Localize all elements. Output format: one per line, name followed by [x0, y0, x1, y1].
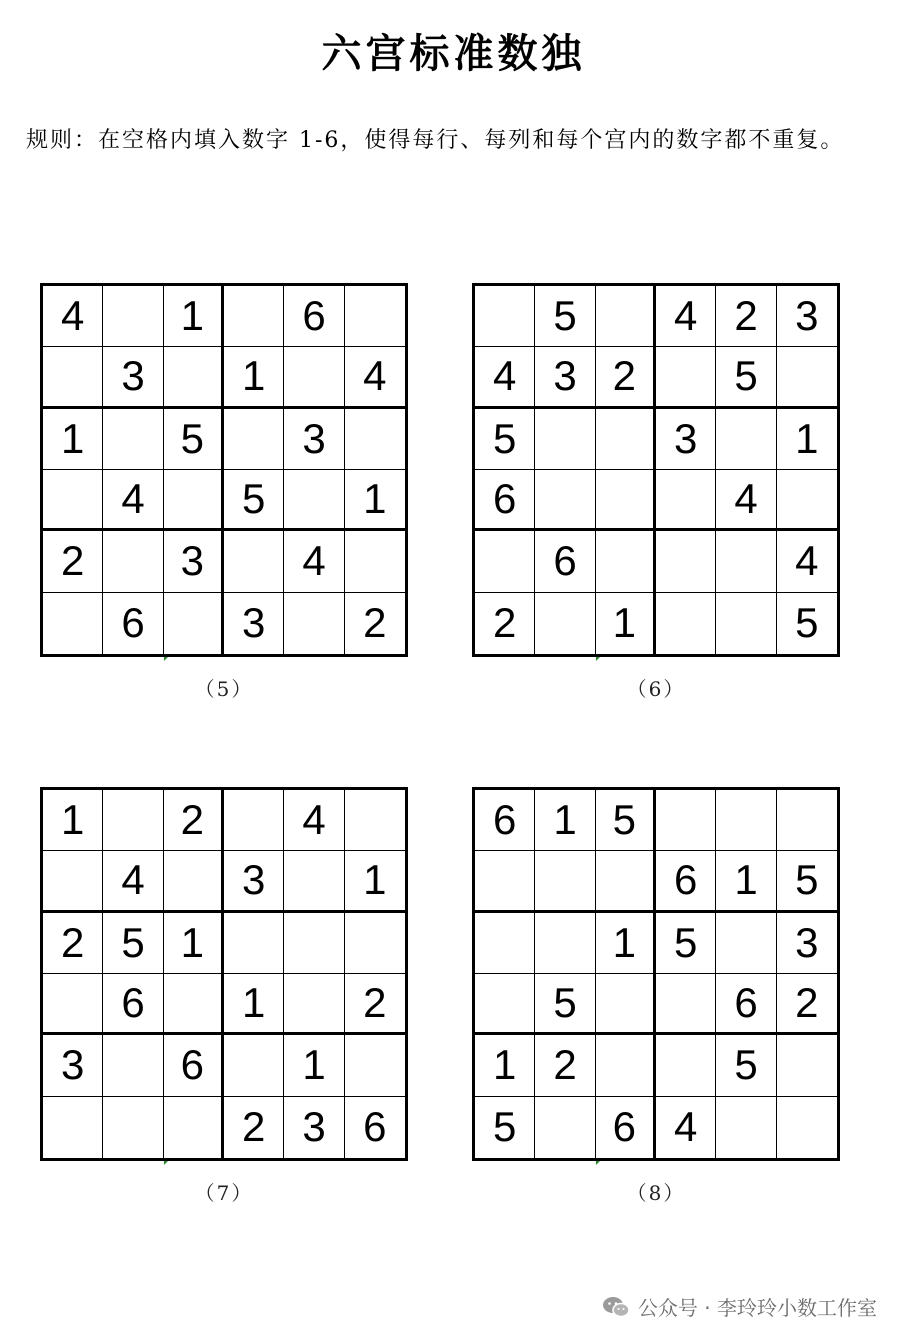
sudoku-cell[interactable]: 1: [475, 1035, 535, 1096]
sudoku-cell[interactable]: [475, 286, 535, 347]
sudoku-cell[interactable]: [224, 531, 284, 592]
sudoku-cell[interactable]: 5: [224, 470, 284, 531]
sudoku-cell[interactable]: 6: [475, 790, 535, 851]
sudoku-cell[interactable]: 2: [475, 593, 535, 654]
sudoku-cell[interactable]: [535, 470, 595, 531]
sudoku-cell[interactable]: [164, 347, 224, 408]
sudoku-grid: [40, 787, 408, 1161]
sudoku-cell[interactable]: [284, 974, 344, 1035]
sudoku-cell[interactable]: 4: [475, 347, 535, 408]
sudoku-cell[interactable]: [535, 409, 595, 470]
sudoku-cell[interactable]: [103, 1097, 163, 1158]
sudoku-cell[interactable]: [656, 531, 716, 592]
sudoku-cell[interactable]: [284, 593, 344, 654]
sudoku-cell[interactable]: [284, 347, 344, 408]
sudoku-cell[interactable]: 1: [596, 593, 656, 654]
sudoku-cell[interactable]: 5: [716, 1035, 776, 1096]
sudoku-cell[interactable]: 1: [345, 851, 405, 912]
sudoku-cell[interactable]: 3: [777, 913, 837, 974]
sudoku-cell[interactable]: 4: [656, 1097, 716, 1158]
sudoku-cell[interactable]: 5: [475, 409, 535, 470]
puzzle-8: [472, 787, 846, 1206]
sudoku-cell[interactable]: [656, 347, 716, 408]
sudoku-cell[interactable]: 2: [43, 531, 103, 592]
puzzle-label: （8）: [626, 1181, 686, 1205]
sudoku-cell[interactable]: [284, 851, 344, 912]
sudoku-cell[interactable]: 4: [284, 790, 344, 851]
watermark-text: 公众号 · 李玲玲小数工作室: [637, 1296, 877, 1320]
sudoku-cell[interactable]: 2: [164, 790, 224, 851]
sudoku-cell[interactable]: [103, 1035, 163, 1096]
sudoku-cell[interactable]: [535, 1097, 595, 1158]
sudoku-cell[interactable]: [164, 1097, 224, 1158]
sudoku-cell[interactable]: 3: [777, 286, 837, 347]
sudoku-cell[interactable]: 6: [596, 1097, 656, 1158]
sudoku-cell[interactable]: 3: [535, 347, 595, 408]
sudoku-cell[interactable]: [777, 790, 837, 851]
sudoku-cell[interactable]: [475, 974, 535, 1035]
sudoku-cell[interactable]: 1: [345, 470, 405, 531]
sudoku-cell[interactable]: 6: [716, 974, 776, 1035]
sudoku-cell[interactable]: [224, 286, 284, 347]
sudoku-cell[interactable]: [716, 913, 776, 974]
sudoku-cell[interactable]: 3: [224, 851, 284, 912]
sudoku-cell[interactable]: 2: [596, 347, 656, 408]
sudoku-cell[interactable]: 1: [716, 851, 776, 912]
sudoku-cell[interactable]: 5: [795, 599, 819, 647]
sudoku-cell[interactable]: 1: [777, 409, 837, 470]
sudoku-cell[interactable]: 6: [363, 1103, 387, 1151]
puzzle-5: [40, 283, 414, 702]
sudoku-cell[interactable]: 1: [164, 913, 224, 974]
sudoku-cell[interactable]: [345, 286, 405, 347]
puzzle-label: （6）: [626, 677, 686, 701]
sudoku-cell[interactable]: [345, 790, 405, 851]
corner-mark: [164, 657, 168, 661]
sudoku-cell[interactable]: 6: [103, 593, 163, 654]
sudoku-cell[interactable]: [535, 913, 595, 974]
sudoku-cell[interactable]: [224, 790, 284, 851]
sudoku-cell[interactable]: 3: [656, 409, 716, 470]
sudoku-cell[interactable]: 4: [284, 531, 344, 592]
sudoku-cell[interactable]: [656, 790, 716, 851]
sudoku-cell[interactable]: [777, 347, 837, 408]
sudoku-cell[interactable]: [43, 593, 103, 654]
sudoku-cell[interactable]: [596, 409, 656, 470]
sudoku-cell[interactable]: [596, 531, 656, 592]
sudoku-cell[interactable]: 4: [345, 347, 405, 408]
watermark-footer: [602, 1292, 877, 1321]
sudoku-cell[interactable]: 4: [43, 286, 103, 347]
puzzle-7: [40, 787, 414, 1206]
sudoku-cell[interactable]: 6: [535, 531, 595, 592]
sudoku-cell[interactable]: 2: [224, 1097, 284, 1158]
sudoku-cell[interactable]: 4: [716, 470, 776, 531]
sudoku-cell[interactable]: 1: [43, 790, 103, 851]
sudoku-cell[interactable]: [224, 409, 284, 470]
sudoku-cell[interactable]: [475, 913, 535, 974]
sudoku-cell[interactable]: [284, 913, 344, 974]
sudoku-cell[interactable]: 5: [535, 286, 595, 347]
sudoku-cell[interactable]: 1: [224, 974, 284, 1035]
sudoku-cell[interactable]: [43, 851, 103, 912]
sudoku-cell[interactable]: 1: [164, 286, 224, 347]
sudoku-cell[interactable]: 4: [777, 531, 837, 592]
sudoku-cell[interactable]: [224, 913, 284, 974]
corner-mark: [596, 1161, 600, 1165]
sudoku-cell[interactable]: 2: [535, 1035, 595, 1096]
sudoku-cell[interactable]: [164, 593, 224, 654]
sudoku-cell[interactable]: 6: [656, 851, 716, 912]
puzzle-label: （5）: [194, 677, 254, 701]
sudoku-cell[interactable]: 2: [777, 974, 837, 1035]
sudoku-cell[interactable]: 1: [535, 790, 595, 851]
sudoku-cell[interactable]: 6: [475, 470, 535, 531]
puzzle-6: [472, 283, 846, 702]
sudoku-cell[interactable]: 3: [103, 347, 163, 408]
sudoku-cell[interactable]: 6: [103, 974, 163, 1035]
sudoku-cell[interactable]: 5: [656, 913, 716, 974]
sudoku-cell[interactable]: [656, 593, 716, 654]
sudoku-cell[interactable]: 5: [535, 974, 595, 1035]
sudoku-cell[interactable]: [43, 347, 103, 408]
sudoku-cell[interactable]: [284, 470, 344, 531]
sudoku-cell[interactable]: [596, 470, 656, 531]
sudoku-cell[interactable]: [656, 974, 716, 1035]
sudoku-cell[interactable]: [716, 531, 776, 592]
sudoku-cell[interactable]: [716, 593, 776, 654]
sudoku-cell[interactable]: 1: [284, 1035, 344, 1096]
page-title: 六宫标准数独: [321, 30, 586, 77]
sudoku-cell[interactable]: [345, 409, 405, 470]
sudoku-cell[interactable]: [224, 1035, 284, 1096]
sudoku-cell[interactable]: 3: [43, 1035, 103, 1096]
sudoku-cell[interactable]: 1: [224, 347, 284, 408]
wechat-icon: [602, 1296, 630, 1318]
sudoku-cell[interactable]: 1: [43, 409, 103, 470]
sudoku-cell[interactable]: [345, 531, 405, 592]
sudoku-cell[interactable]: [777, 1035, 837, 1096]
sudoku-grid: [40, 283, 408, 657]
sudoku-cell[interactable]: 2: [363, 599, 387, 647]
sudoku-cell[interactable]: 5: [596, 790, 656, 851]
sudoku-cell[interactable]: 4: [103, 851, 163, 912]
sudoku-grid: [472, 283, 840, 657]
corner-mark: [164, 1161, 168, 1165]
sudoku-cell[interactable]: 6: [164, 1035, 224, 1096]
sudoku-cell[interactable]: [103, 531, 163, 592]
sudoku-cell[interactable]: [716, 790, 776, 851]
sudoku-cell[interactable]: [345, 913, 405, 974]
sudoku-cell[interactable]: [596, 974, 656, 1035]
sudoku-cell[interactable]: [596, 851, 656, 912]
sudoku-cell[interactable]: [596, 286, 656, 347]
sudoku-cell[interactable]: 3: [284, 409, 344, 470]
sudoku-cell[interactable]: 1: [596, 913, 656, 974]
sudoku-cell[interactable]: 5: [777, 851, 837, 912]
sudoku-cell[interactable]: [164, 974, 224, 1035]
sudoku-cell[interactable]: [164, 851, 224, 912]
sudoku-cell[interactable]: [164, 470, 224, 531]
sudoku-grid: [472, 787, 840, 1161]
sudoku-cell[interactable]: [716, 409, 776, 470]
sudoku-cell[interactable]: 3: [164, 531, 224, 592]
sudoku-cell[interactable]: [345, 1035, 405, 1096]
sudoku-cell[interactable]: [596, 1035, 656, 1096]
sudoku-cell[interactable]: [43, 974, 103, 1035]
sudoku-cell[interactable]: [777, 1097, 837, 1158]
sudoku-cell[interactable]: 2: [716, 286, 776, 347]
corner-mark: [596, 657, 600, 661]
sudoku-cell[interactable]: [656, 1035, 716, 1096]
sudoku-cell[interactable]: 5: [475, 1097, 535, 1158]
sudoku-cell[interactable]: 5: [716, 347, 776, 408]
sudoku-cell[interactable]: [103, 790, 163, 851]
sudoku-cell[interactable]: [475, 851, 535, 912]
sudoku-cell[interactable]: [535, 851, 595, 912]
sudoku-cell[interactable]: [103, 286, 163, 347]
sudoku-cell[interactable]: [43, 470, 103, 531]
sudoku-cell[interactable]: [475, 531, 535, 592]
sudoku-cell[interactable]: [656, 470, 716, 531]
sudoku-cell[interactable]: 4: [656, 286, 716, 347]
sudoku-cell[interactable]: [103, 409, 163, 470]
sudoku-cell[interactable]: 5: [103, 913, 163, 974]
sudoku-cell[interactable]: [43, 1097, 103, 1158]
sudoku-cell[interactable]: 3: [224, 593, 284, 654]
sudoku-cell[interactable]: 6: [284, 286, 344, 347]
sudoku-cell[interactable]: [535, 593, 595, 654]
sudoku-cell[interactable]: 2: [345, 974, 405, 1035]
rules-text: 规则：在空格内填入数字 1-6，使得每行、每列和每个宫内的数字都不重复。: [26, 128, 845, 153]
sudoku-cell[interactable]: [716, 1097, 776, 1158]
puzzle-label: （7）: [194, 1181, 254, 1205]
sudoku-cell[interactable]: 4: [103, 470, 163, 531]
sudoku-cell[interactable]: 5: [164, 409, 224, 470]
sudoku-cell[interactable]: 2: [43, 913, 103, 974]
sudoku-cell[interactable]: [777, 470, 837, 531]
sudoku-cell[interactable]: 3: [284, 1097, 344, 1158]
